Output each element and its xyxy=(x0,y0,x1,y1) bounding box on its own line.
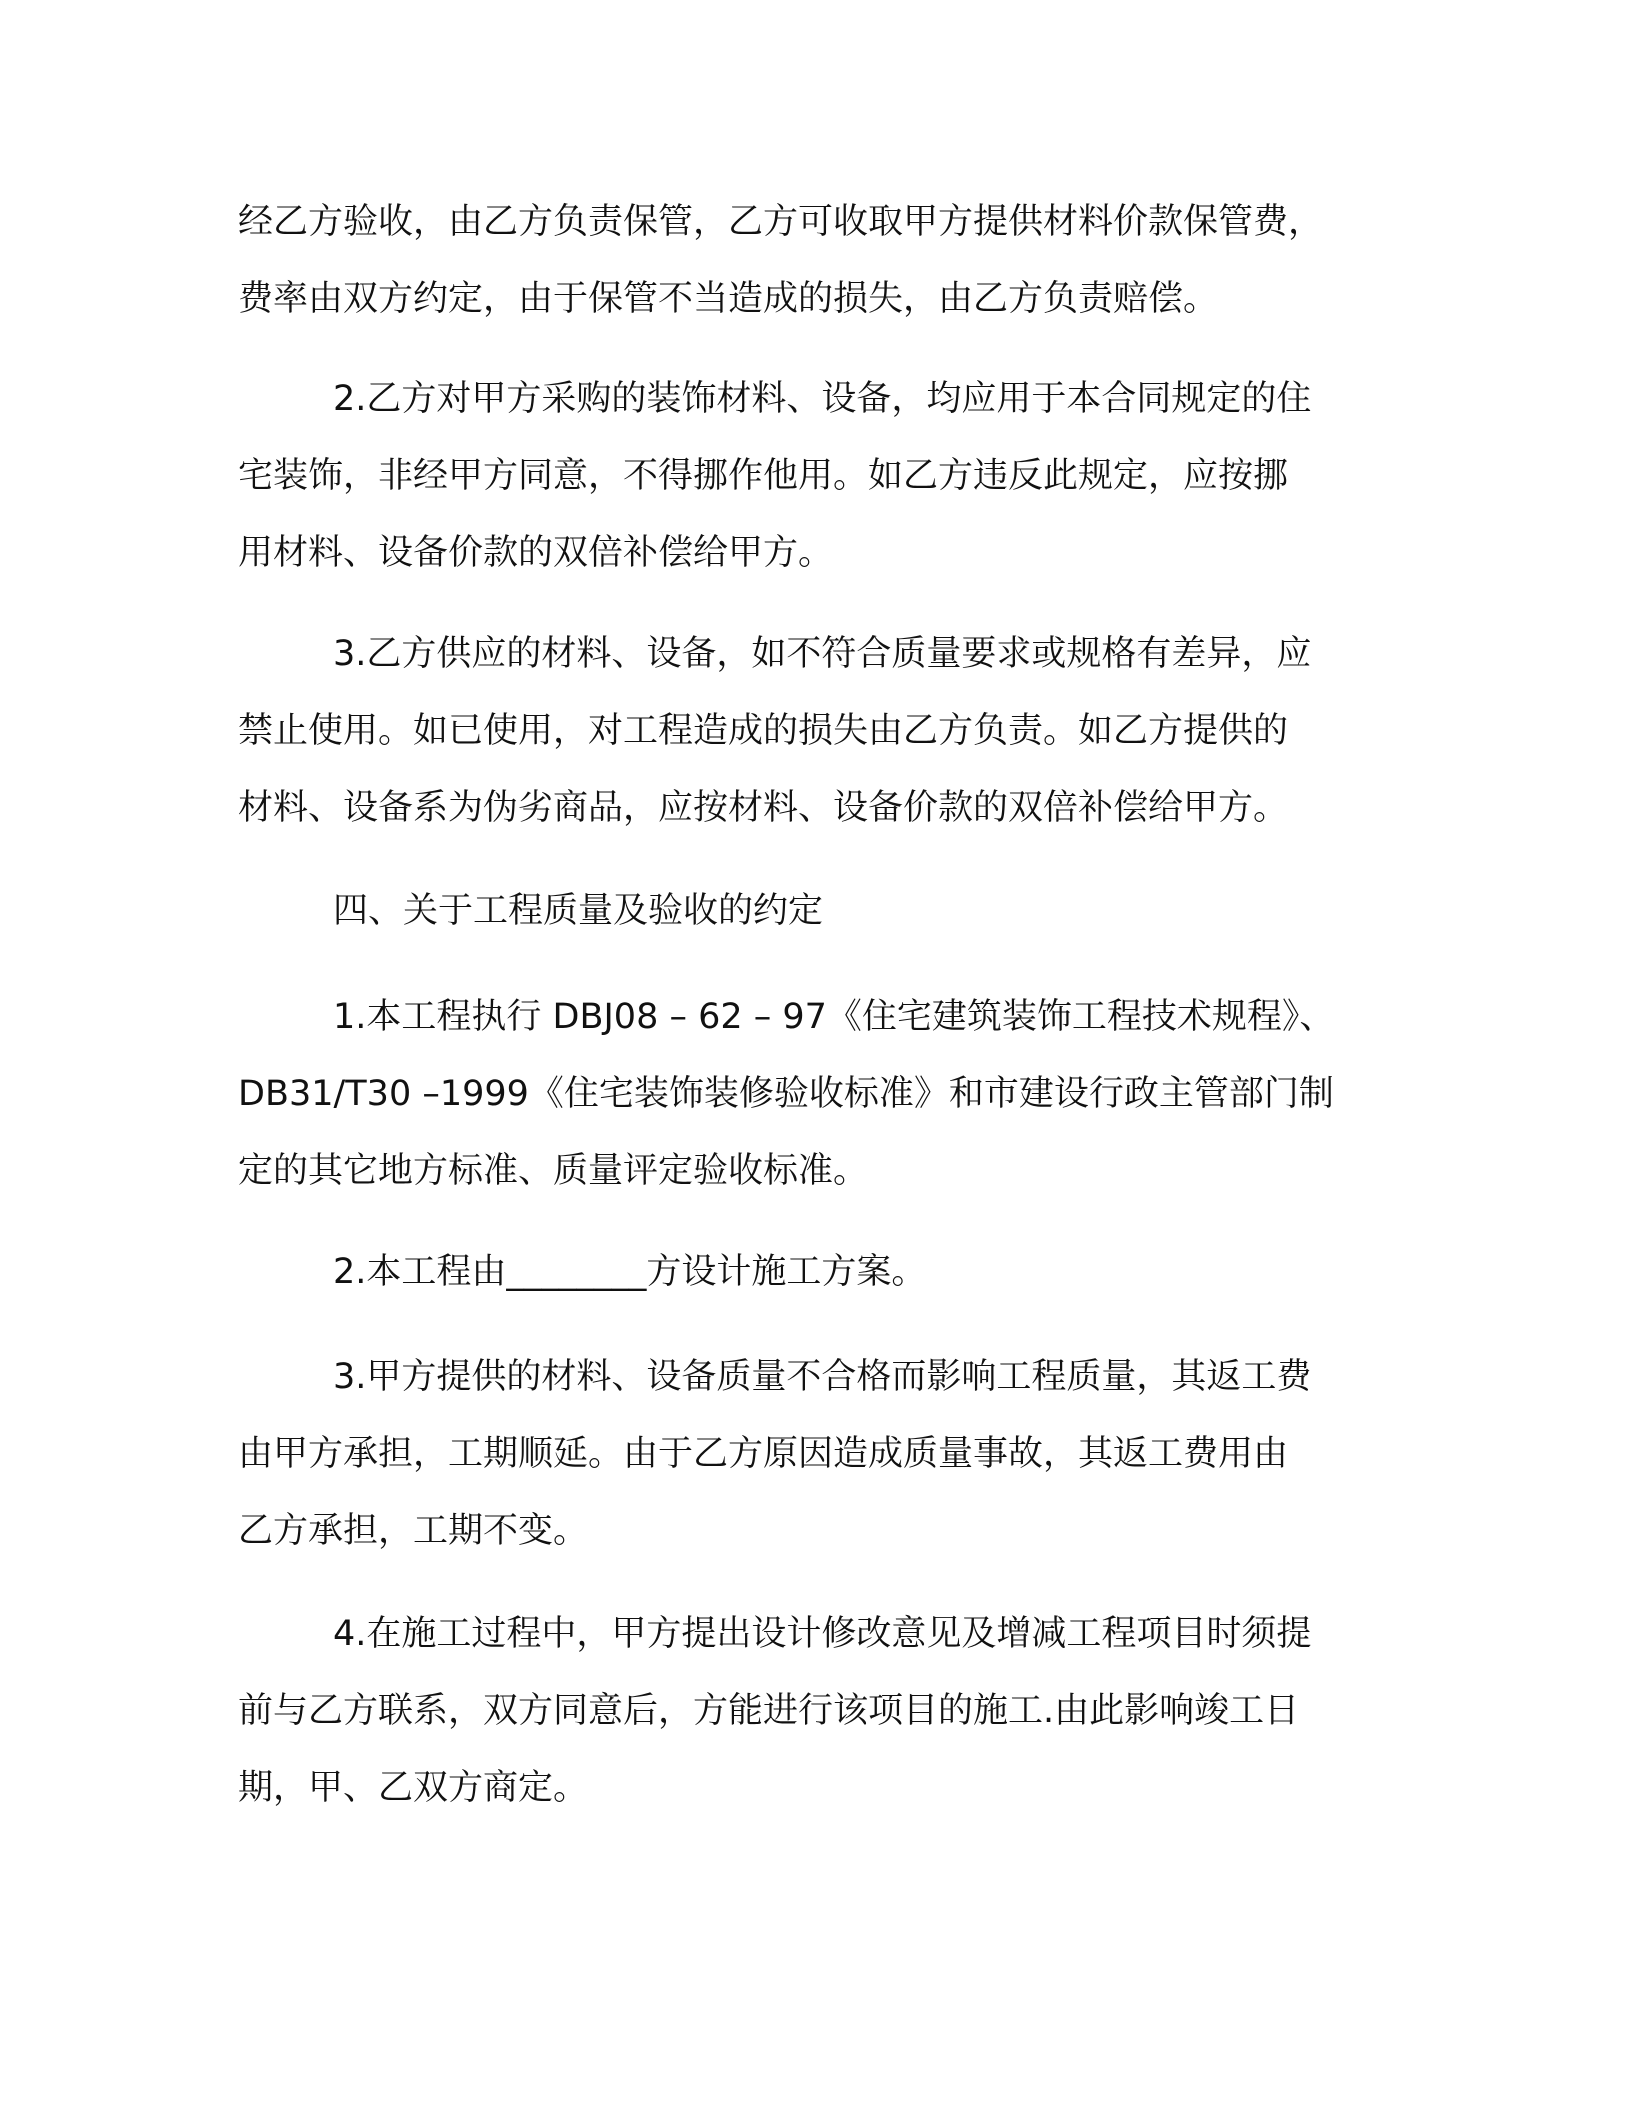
text-line: 4.在施工过程中，甲方提出设计修改意见及增减工程项目时须提 xyxy=(333,1614,1312,1654)
text-line: 由甲方承担，工期顺延。由于乙方原因造成质量事故，其返工费用由 xyxy=(238,1434,1289,1474)
paragraph-material-custody xyxy=(238,184,1398,338)
text-line: 3.甲方提供的材料、设备质量不合格而影响工程质量，其返工费 xyxy=(333,1357,1312,1397)
text-line: 期，甲、乙双方商定。 xyxy=(238,1768,589,1808)
text-line: DB31/T30 –1999《住宅装饰装修验收标准》和市建设行政主管部门制 xyxy=(238,1074,1334,1114)
text-line: 用材料、设备价款的双倍补偿给甲方。 xyxy=(238,533,834,573)
section-heading-text: 四、关于工程质量及验收的约定 xyxy=(333,891,824,931)
paragraph-clause-3-materials-quality xyxy=(238,616,1398,847)
text-line: 宅装饰，非经甲方同意，不得挪作他用。如乙方违反此规定，应按挪 xyxy=(238,456,1289,496)
section-heading-4 xyxy=(238,873,1398,950)
paragraph-clause-3-rework-cost xyxy=(238,1339,1398,1570)
text-line: 禁止使用。如已使用，对工程造成的损失由乙方负责。如乙方提供的 xyxy=(238,711,1289,751)
paragraph-clause-2-design-party xyxy=(238,1234,1398,1311)
text-line: 定的其它地方标准、质量评定验收标准。 xyxy=(238,1151,869,1191)
paragraph-clause-2-materials-use xyxy=(238,361,1398,592)
text-line: 3.乙方供应的材料、设备，如不符合质量要求或规格有差异，应 xyxy=(333,634,1312,674)
paragraph-clause-1-standards xyxy=(238,979,1398,1210)
paragraph-clause-4-design-changes xyxy=(238,1596,1398,1827)
text-line: 乙方承担，工期不变。 xyxy=(238,1511,589,1551)
text-line: 费率由双方约定，由于保管不当造成的损失，由乙方负责赔偿。 xyxy=(238,279,1219,319)
text-line: 2.乙方对甲方采购的装饰材料、设备，均应用于本合同规定的住 xyxy=(333,379,1312,419)
text-line: 经乙方验收，由乙方负责保管，乙方可收取甲方提供材料价款保管费， xyxy=(238,202,1324,242)
text-line: 材料、设备系为伪劣商品，应按材料、设备价款的双倍补偿给甲方。 xyxy=(238,788,1289,828)
text-line: 1.本工程执行 DBJ08 – 62 – 97《住宅建筑装饰工程技术规程》、 xyxy=(333,997,1335,1037)
text-line: 前与乙方联系，双方同意后，方能进行该项目的施工.由此影响竣工日 xyxy=(238,1691,1300,1731)
text-line: 2.本工程由________方设计施工方案。 xyxy=(333,1252,927,1292)
